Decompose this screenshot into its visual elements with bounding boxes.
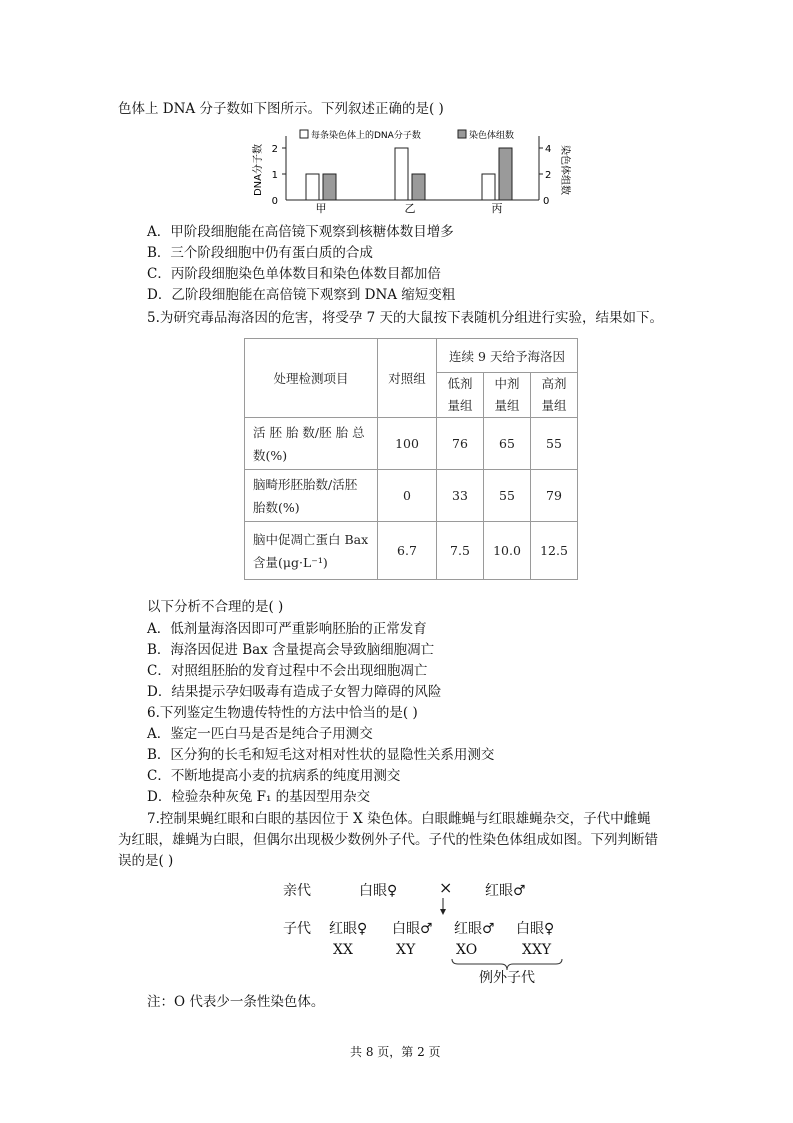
- table-row: [245, 522, 578, 580]
- parent-female: 白眼♀: [359, 883, 398, 899]
- q4-option-a: A．甲阶段细胞能在高倍镜下观察到核糖体数目增多: [147, 224, 454, 240]
- child-white-female: 白眼♀: [516, 921, 555, 937]
- x-tick-label: 丙: [491, 202, 503, 215]
- exception-label: 例外子代: [479, 970, 535, 986]
- legend-label-dna: 每条染色体上的DNA分子数: [311, 131, 421, 141]
- q7-line-3: 误的是( ): [118, 853, 174, 869]
- left-tick-label: 1: [271, 170, 278, 181]
- genotype-xx: XX: [333, 942, 353, 958]
- table-row: [245, 418, 578, 470]
- q6-option-c: C．不断地提高小麦的抗病系的纯度用测交: [147, 768, 401, 784]
- child-red-male: 红眼♂: [454, 921, 495, 937]
- q7-line-2: 为红眼，雄蝇为白眼，但偶尔出现极少数例外子代。子代的性染色体组成如图。下列判断错: [118, 832, 658, 848]
- q5-stem: 5.为研究毒品海洛因的危害，将受孕 7 天的大鼠按下表随机分组进行实验，结果如下。: [147, 310, 664, 326]
- origin-label-right: 0: [543, 196, 550, 207]
- table-cell: 7.5: [437, 522, 484, 580]
- right-tick-label: 4: [545, 144, 552, 155]
- q5-option-a: A．低剂量海洛因即可严重影响胚胎的正常发育: [147, 621, 427, 637]
- q6-option-d: D．检验杂种灰兔 F₁ 的基因型用杂交: [147, 789, 371, 805]
- q5-option-b: B．海洛因促进 Bax 含量提高会导致脑细胞凋亡: [147, 642, 435, 658]
- bar-chromosome-set-丙: [499, 148, 512, 200]
- table-cell: 100: [378, 418, 437, 470]
- q6-option-a: A．鉴定一匹白马是否是纯合子用测交: [147, 726, 373, 742]
- cross-symbol: ×: [439, 878, 453, 897]
- row-label: 脑畸形胚胎数/活胚 胎数(%): [245, 470, 378, 522]
- q5-question: 以下分析不合理的是( ): [147, 599, 284, 615]
- left-tick-label: 2: [271, 144, 278, 155]
- row-label: 活 胚 胎 数/胚 胎 总 数(%): [245, 418, 378, 470]
- q7-note: 注：O 代表少一条性染色体。: [147, 994, 325, 1010]
- legend-swatch-dna: [300, 130, 308, 138]
- table-cell: 0: [378, 470, 437, 522]
- genotype-xy: XY: [396, 942, 416, 958]
- bar-dna-甲: [306, 174, 319, 200]
- parent-label: 亲代: [283, 883, 311, 899]
- table-cell: 12.5: [531, 522, 578, 580]
- x-tick-label: 甲: [315, 202, 327, 215]
- x-tick-label: 乙: [404, 202, 416, 215]
- table-header-low: 低剂 量组: [437, 373, 484, 418]
- table-cell: 6.7: [378, 522, 437, 580]
- q4-option-d: D．乙阶段细胞能在高倍镜下观察到 DNA 缩短变粗: [147, 287, 456, 303]
- row-label: 脑中促凋亡蛋白 Bax 含量(μg·L⁻¹): [245, 522, 378, 580]
- table-cell: 79: [531, 470, 578, 522]
- q6-option-b: B．区分狗的长毛和短毛这对相对性状的显隐性关系用测交: [147, 747, 495, 763]
- table-cell: 76: [437, 418, 484, 470]
- q5-option-d: D．结果提示孕妇吸毒有造成子女智力障碍的风险: [147, 684, 442, 700]
- table-cell: 65: [484, 418, 531, 470]
- right-tick-label: 2: [545, 170, 552, 181]
- q4-bar-chart: [244, 128, 574, 216]
- child-label: 子代: [283, 921, 311, 937]
- table-header-item: 处理检测项目: [245, 339, 378, 418]
- table-cell: 55: [531, 418, 578, 470]
- table-cell: 10.0: [484, 522, 531, 580]
- bar-chromosome-set-甲: [323, 174, 336, 200]
- down-arrow-icon: [437, 898, 449, 916]
- table-header-control: 对照组: [378, 339, 437, 418]
- genotype-xo: XO: [456, 942, 478, 958]
- table-row: [245, 470, 578, 522]
- bar-dna-乙: [395, 148, 408, 200]
- table-cell: 33: [437, 470, 484, 522]
- child-red-female: 红眼♀: [329, 921, 368, 937]
- bar-dna-丙: [482, 174, 495, 200]
- genotype-xxy: XXY: [522, 942, 552, 958]
- bar-chromosome-set-乙: [412, 174, 425, 200]
- q4-option-b: B．三个阶段细胞中仍有蛋白质的合成: [147, 245, 373, 261]
- child-white-male: 白眼♂: [392, 921, 433, 937]
- legend-label-chromosome-set: 染色体组数: [469, 131, 515, 141]
- q6-stem: 6.下列鉴定生物遗传特性的方法中恰当的是( ): [147, 705, 418, 721]
- left-axis-title: DNA分子数: [253, 143, 264, 197]
- table-header-heroin: 连续 9 天给予海洛因: [437, 339, 578, 373]
- right-axis-title: 染色体组数: [559, 145, 570, 195]
- q5-option-c: C．对照组胚胎的发育过程中不会出现细胞凋亡: [147, 663, 428, 679]
- table-header-high: 高剂 量组: [531, 373, 578, 418]
- legend-swatch-chromosome-set: [458, 130, 466, 138]
- q4-stem: 色体上 DNA 分子数如下图所示。下列叙述正确的是( ): [118, 101, 444, 117]
- q4-option-c: C．丙阶段细胞染色单体数目和染色体数目都加倍: [147, 266, 441, 282]
- table-cell: 55: [484, 470, 531, 522]
- parent-male: 红眼♂: [485, 883, 526, 899]
- page-footer: 共 8 页，第 2 页: [350, 1045, 441, 1059]
- origin-label-left: 0: [271, 196, 278, 207]
- q7-line-1: 7.控制果蝇红眼和白眼的基因位于 X 染色体。白眼雌蝇与红眼雄蝇杂交，子代中雌蝇: [147, 811, 651, 827]
- q5-data-table: [244, 338, 578, 580]
- table-header-mid: 中剂 量组: [484, 373, 531, 418]
